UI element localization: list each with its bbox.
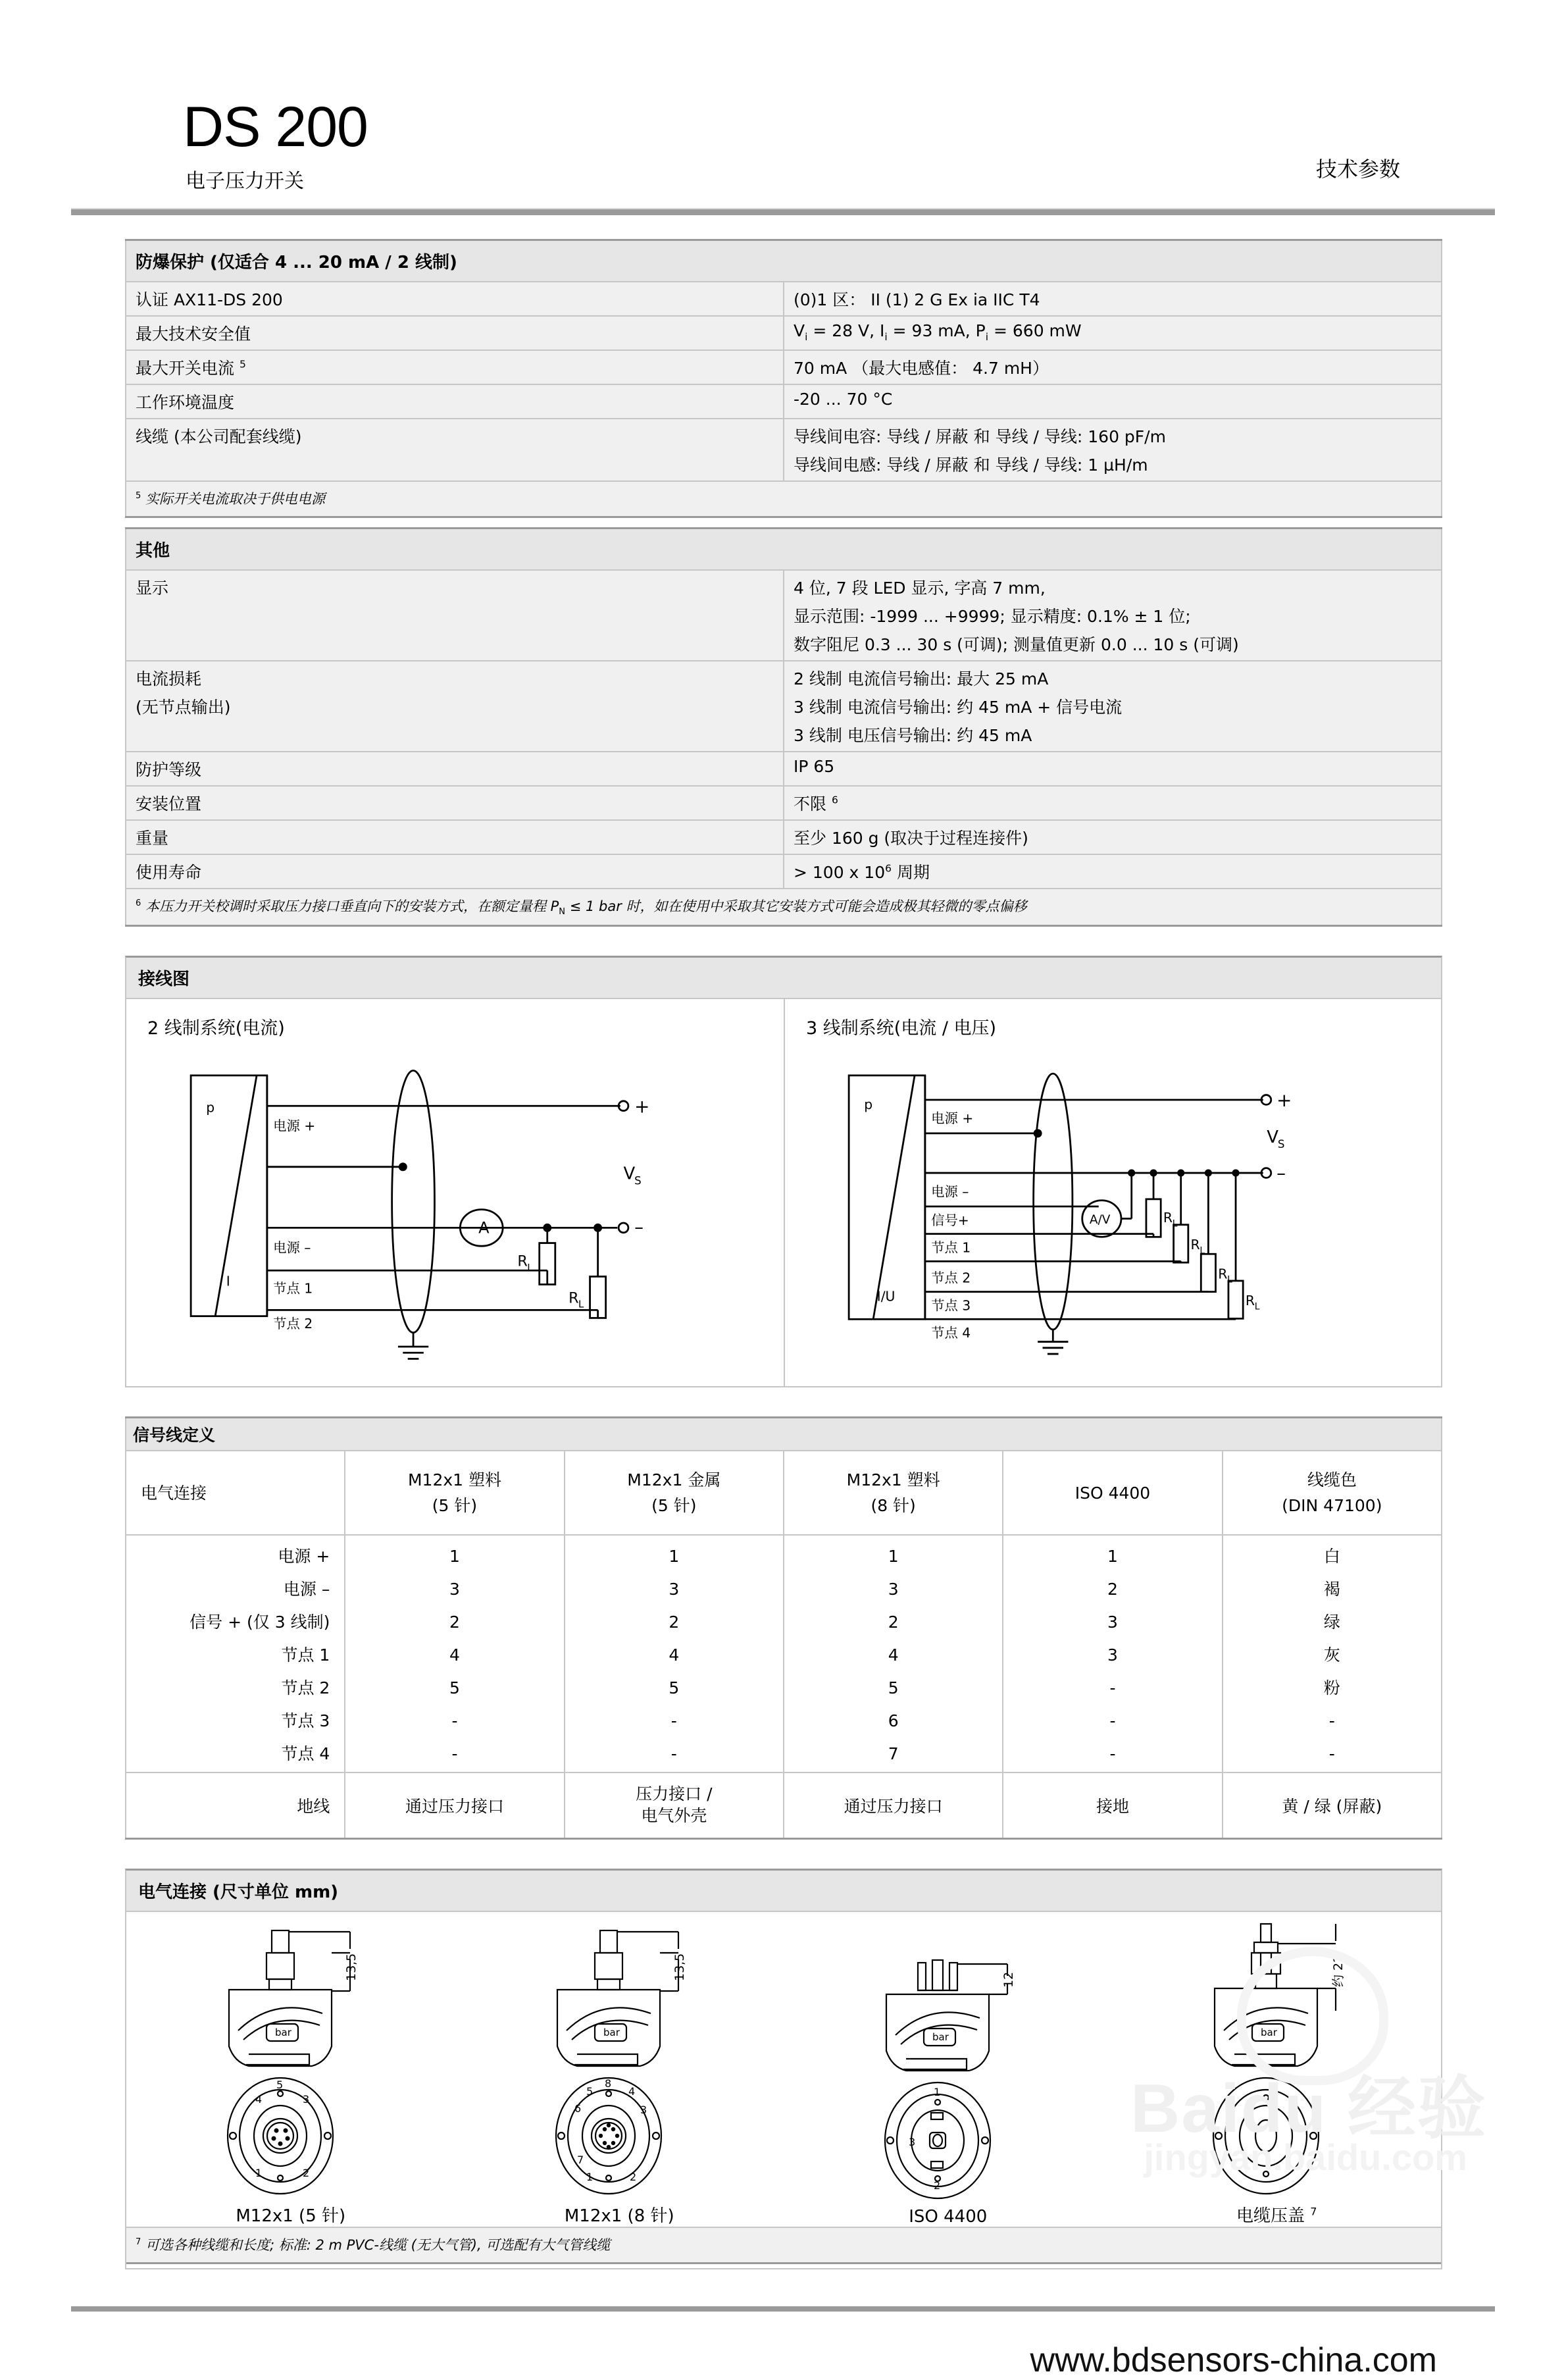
table-section-header xyxy=(126,1418,1442,1451)
column-header-line: ISO 4400 xyxy=(1074,1483,1151,1503)
row-label: 电源 + xyxy=(278,1547,330,1566)
dimension-label: 约 22 xyxy=(1331,1954,1346,1987)
row-value: $V_i = 28$ V, $I_i = 93$ mA, $P_i = 660$ mW xyxy=(784,316,1442,350)
table-cell: - xyxy=(1328,1711,1335,1731)
column-header-line: M12x1 塑料 xyxy=(846,1470,940,1490)
page-subtitle: 电子压力开关 xyxy=(186,170,304,193)
value-line: 导线间电感: 导线 / 屏蔽 和 导线 / 导线: 1 µH/m xyxy=(794,455,1148,475)
block-top-label: p xyxy=(864,1097,873,1113)
row-value: > 100 x $10^6$ 周期 xyxy=(784,854,1442,889)
column-header-electrical-connection: 电气连接 xyxy=(126,1451,345,1535)
table-row xyxy=(126,570,1442,661)
table-cell: 1 xyxy=(669,1547,680,1566)
table-cell: 粉 xyxy=(1323,1678,1340,1698)
pin-number: 1 xyxy=(933,2085,940,2098)
ammeter-label: A xyxy=(478,1218,490,1237)
column-header xyxy=(1223,1451,1442,1535)
row-label: 信号 + (仅 3 线制) xyxy=(189,1613,330,1632)
elec-conn-section-title xyxy=(126,1871,1441,1912)
table-cell: 褐 xyxy=(1323,1580,1340,1599)
pin-number: 3 xyxy=(302,2092,309,2106)
table-row xyxy=(126,350,1442,384)
pin-number: 6 xyxy=(574,2102,582,2115)
value-line: 2 线制 电流信号输出: 最大 25 mA xyxy=(794,669,1049,688)
row-label: 安装位置 xyxy=(126,786,784,820)
pin-number: 4 xyxy=(255,2092,262,2106)
table-row xyxy=(126,661,1442,752)
pin-number: 1 xyxy=(586,2170,594,2183)
table-cell: 灰 xyxy=(1323,1645,1340,1665)
ground-cell: 压力接口 / 电气外壳 xyxy=(565,1772,784,1838)
table-cell: 1 xyxy=(888,1547,899,1566)
row-label: 显示 xyxy=(126,570,784,661)
table-section-header xyxy=(126,529,1442,571)
row-value: 70 mA （最大电感值： 4.7 mH） xyxy=(784,350,1442,384)
other-table xyxy=(125,527,1442,927)
page-header xyxy=(0,0,1566,215)
signal-definition-block xyxy=(125,1416,1442,1840)
signal-section-title: 信号线定义 xyxy=(126,1418,1442,1451)
column-header-line: (5 针) xyxy=(432,1495,478,1515)
svg-text:S: S xyxy=(634,1174,642,1187)
table-cell: - xyxy=(670,1744,677,1764)
wiring-panel xyxy=(125,956,1442,1387)
pin-number: 4 xyxy=(628,2084,636,2098)
three-wire-title: 3 线制系统(电流 / 电压) xyxy=(806,1018,997,1039)
row-label: 节点 1 xyxy=(281,1645,330,1665)
pin-number: 7 xyxy=(577,2153,584,2166)
pin-number: 2 xyxy=(630,2170,637,2183)
elec-conn-item xyxy=(794,1923,1103,2227)
terminal-label: 节点 2 xyxy=(273,1316,313,1332)
other-footnote: $^6$ 本压力开关校调时采取压力接口垂直向下的安装方式，在额定量程 $P_N \le 1$ bar 时，如在使用中采取其它安装方式可能会造成极其轻微的零点偏移 xyxy=(126,889,1442,926)
table-row xyxy=(126,419,1442,481)
table-cell: 3 xyxy=(449,1580,460,1599)
ex-protection-table xyxy=(125,239,1442,518)
row-label: 重量 xyxy=(126,820,784,854)
label-line: 电流损耗 xyxy=(136,669,202,688)
elec-conn-item xyxy=(136,1919,445,2227)
resistor-label: R xyxy=(1218,1266,1228,1282)
svg-text:L: L xyxy=(1227,1274,1232,1285)
other-section-title: 其他 xyxy=(126,529,1442,571)
table-cell: - xyxy=(1109,1678,1116,1698)
minus-terminal-label: – xyxy=(634,1216,644,1238)
svg-text:S: S xyxy=(1277,1138,1285,1151)
row-label xyxy=(126,661,784,752)
row-label: 最大开关电流 $^5$ xyxy=(126,350,784,384)
ex-footnote: $^5$ 实际开关电流取决于供电电源 xyxy=(126,481,1442,517)
terminal-label: 信号+ xyxy=(931,1212,969,1228)
block-top-label: p xyxy=(206,1099,215,1116)
terminal-label: 电源 – xyxy=(273,1239,311,1256)
table-cell: 2 xyxy=(449,1613,460,1632)
table-row xyxy=(126,282,1442,316)
badge-label: bar xyxy=(274,2026,291,2038)
table-section-header xyxy=(126,240,1442,282)
row-label: 最大技术安全值 xyxy=(126,316,784,350)
column-header xyxy=(784,1451,1003,1535)
value-line: 3 线制 电压信号输出: 约 45 mA xyxy=(794,726,1032,745)
table-row xyxy=(126,752,1442,786)
row-value: (0)1 区： II (1) 2 G Ex ia IIC T4 xyxy=(784,282,1442,316)
table-cell: 3 xyxy=(1107,1645,1118,1665)
row-label-stack xyxy=(126,1535,345,1772)
svg-text:L: L xyxy=(527,1262,533,1274)
badge-label: bar xyxy=(932,2031,949,2043)
supply-voltage-label: V xyxy=(623,1164,636,1184)
terminal-label: 节点 3 xyxy=(931,1297,971,1314)
column-header-line: (8 针) xyxy=(871,1495,916,1515)
plus-terminal-label: + xyxy=(634,1095,650,1118)
table-cell: 2 xyxy=(888,1613,899,1632)
block-bottom-label: I/U xyxy=(876,1288,896,1305)
device-drawing-m12-5pin xyxy=(192,1919,390,2195)
table-cell: 7 xyxy=(888,1744,899,1764)
value-line: 3 线制 电流信号输出: 约 45 mA + 信号电流 xyxy=(794,698,1123,717)
pin-number: 1 xyxy=(255,2166,262,2179)
label-line: (无节点输出) xyxy=(136,698,231,717)
table-cell: 6 xyxy=(888,1711,899,1731)
value-line: 数字阻尼 0.3 ... 30 s (可调); 测量值更新 0.0 ... 10 s (可调) xyxy=(794,635,1239,654)
watermark-baidu: Baidu 经验 xyxy=(1130,2071,1487,2147)
resistor-label: R xyxy=(568,1289,579,1307)
table-cell: 5 xyxy=(449,1678,460,1698)
value-line: 显示范围: -1999 ... +9999; 显示精度: 0.1% ± 1 位; xyxy=(794,607,1191,626)
table-cell: 4 xyxy=(888,1645,899,1665)
minus-terminal-label: – xyxy=(1276,1162,1286,1184)
svg-text:L: L xyxy=(578,1299,584,1310)
column-header-line: M12x1 塑料 xyxy=(407,1470,501,1490)
other-block xyxy=(125,527,1442,927)
row-label: 电源 – xyxy=(283,1580,330,1599)
three-wire-schematic xyxy=(799,1042,1434,1371)
terminal-label: 节点 1 xyxy=(273,1280,313,1297)
row-label: 节点 3 xyxy=(281,1711,330,1731)
dimension-label: 13,5 xyxy=(343,1953,359,1981)
pin-number: 8 xyxy=(605,2077,612,2090)
badge-label: bar xyxy=(1261,2026,1278,2038)
three-wire-diagram xyxy=(784,999,1441,1386)
row-value: 不限 $^6$ xyxy=(784,786,1442,820)
column-header xyxy=(565,1451,784,1535)
pin-number: 5 xyxy=(586,2084,594,2098)
signal-definition-table xyxy=(125,1416,1442,1840)
device-drawing-m12-8pin xyxy=(520,1919,718,2195)
column-header xyxy=(1003,1451,1222,1535)
elec-conn-caption: M12x1 (5 针) xyxy=(236,2206,346,2226)
table-row xyxy=(126,384,1442,419)
row-label: 节点 2 xyxy=(281,1678,330,1698)
two-wire-title: 2 线制系统(电流) xyxy=(147,1018,285,1039)
block-bottom-label: I xyxy=(226,1273,230,1289)
table-row xyxy=(126,786,1442,820)
table-row xyxy=(126,820,1442,854)
ground-row xyxy=(126,1772,1442,1838)
table-cell: - xyxy=(451,1744,458,1764)
table-cell: - xyxy=(670,1711,677,1731)
cell-stack-col4 xyxy=(1003,1535,1222,1772)
plus-terminal-label: + xyxy=(1276,1089,1292,1112)
column-header xyxy=(345,1451,564,1535)
device-drawing-iso4400 xyxy=(849,1923,1047,2200)
table-header-row xyxy=(126,1451,1442,1535)
terminal-label: 电源 + xyxy=(931,1110,974,1127)
ex-protection-block xyxy=(125,239,1442,518)
row-label: 防护等级 xyxy=(126,752,784,786)
table-cell: 4 xyxy=(449,1645,460,1665)
row-label: 线缆 (本公司配套线缆) xyxy=(126,419,784,481)
table-footnote-row xyxy=(126,481,1442,517)
table-footnote-row xyxy=(126,2227,1441,2264)
column-header-line: 线缆色 xyxy=(1307,1470,1357,1490)
row-label: 工作环境温度 xyxy=(126,384,784,419)
table-cell: - xyxy=(1109,1711,1116,1731)
page-title: DS 200 xyxy=(183,95,368,159)
ground-cell: 通过压力接口 xyxy=(784,1772,1003,1838)
resistor-label: R xyxy=(517,1253,528,1270)
row-value xyxy=(784,661,1442,752)
resistor-label: R xyxy=(1190,1237,1200,1253)
pin-number: 3 xyxy=(640,2103,647,2116)
wiring-section-title: 接线图 xyxy=(126,958,1441,999)
pin-number: 2 xyxy=(302,2166,309,2179)
table-cell: - xyxy=(451,1711,458,1731)
ground-cell: 通过压力接口 xyxy=(345,1772,564,1838)
cell-stack-col5 xyxy=(1223,1535,1442,1772)
table-cell: - xyxy=(1109,1744,1116,1764)
table-cell: 5 xyxy=(888,1678,899,1698)
column-header-line: (5 针) xyxy=(651,1495,697,1515)
dimension-label: 13,5 xyxy=(672,1953,688,1981)
table-cell: 白 xyxy=(1323,1547,1340,1566)
row-value: 至少 160 g (取决于过程连接件) xyxy=(784,820,1442,854)
table-cell: 2 xyxy=(1107,1580,1118,1599)
pin-number: 2 xyxy=(933,2179,940,2192)
row-value xyxy=(784,419,1442,481)
electrical-connection-panel xyxy=(125,1869,1442,2269)
cell-stack-col2 xyxy=(565,1535,784,1772)
table-row xyxy=(126,316,1442,350)
terminal-label: 节点 4 xyxy=(931,1325,971,1341)
elec-conn-item xyxy=(465,1919,774,2227)
table-cell: - xyxy=(1328,1744,1335,1764)
ground-cell: 黄 / 绿 (屏蔽) xyxy=(1223,1772,1442,1838)
column-header-line: (DIN 47100) xyxy=(1282,1495,1382,1515)
row-label: 使用寿命 xyxy=(126,854,784,889)
dimension-label: 12 xyxy=(1001,1971,1016,1988)
table-cell: 绿 xyxy=(1323,1613,1340,1632)
header-right-label: 技术参数 xyxy=(1315,157,1400,182)
elec-conn-footnote: $^7$ 可选各种线缆和长度; 标准: 2 m PVC-线缆 (无大气管), 可选配有大气管线缆 xyxy=(126,2227,1441,2264)
cell-stack-col3 xyxy=(784,1535,1003,1772)
table-cell: 1 xyxy=(1107,1547,1118,1566)
resistor-label: R xyxy=(1163,1210,1173,1226)
value-line: 4 位, 7 段 LED 显示, 字高 7 mm, xyxy=(794,579,1046,598)
footer-url: www.bdsensors-china.com xyxy=(1030,2341,1437,2379)
ground-cell: 接地 xyxy=(1003,1772,1222,1838)
two-wire-diagram xyxy=(126,999,784,1386)
elec-conn-caption: 电缆压盖 $^7$ xyxy=(1236,2205,1317,2226)
pin-number: 3 xyxy=(908,2135,915,2148)
row-label: 认证 AX11-DS 200 xyxy=(126,282,784,316)
elec-conn-caption: ISO 4400 xyxy=(909,2206,988,2227)
terminal-label: 电源 + xyxy=(273,1118,316,1134)
table-row xyxy=(126,854,1442,889)
column-header-line: M12x1 金属 xyxy=(627,1470,721,1490)
table-cell: 1 xyxy=(449,1547,460,1566)
row-value: IP 65 xyxy=(784,752,1442,786)
watermark-jingyan: jingyan.baidu.com xyxy=(1144,2136,1467,2178)
table-cell: 3 xyxy=(669,1580,680,1599)
table-cell: 5 xyxy=(669,1678,680,1698)
elec-conn-title-text: 电气连接 (尺寸单位 mm) xyxy=(138,1882,339,1902)
table-footnote-row xyxy=(126,889,1442,926)
row-label: 节点 4 xyxy=(281,1744,330,1764)
table-cell: 3 xyxy=(1107,1613,1118,1632)
footer-divider xyxy=(71,2306,1495,2312)
row-value: -20 ... 70 °C xyxy=(784,384,1442,419)
two-wire-schematic xyxy=(141,1042,777,1371)
elec-conn-body xyxy=(126,1912,1441,2268)
svg-text:L: L xyxy=(1172,1218,1178,1229)
badge-label: bar xyxy=(603,2026,620,2038)
meter-label: A/V xyxy=(1089,1213,1111,1228)
table-cell: 3 xyxy=(888,1580,899,1599)
table-cell: 2 xyxy=(669,1613,680,1632)
terminal-label: 节点 2 xyxy=(931,1270,971,1286)
cell-stack-col1 xyxy=(345,1535,564,1772)
svg-text:L: L xyxy=(1254,1301,1260,1312)
row-value xyxy=(784,570,1442,661)
table-cell: 4 xyxy=(669,1645,680,1665)
ex-section-title: 防爆保护 (仅适合 4 ... 20 mA / 2 线制) xyxy=(126,240,1442,282)
terminal-label: 电源 – xyxy=(931,1183,969,1200)
value-line: 导线间电容: 导线 / 屏蔽 和 导线 / 导线: 160 pF/m xyxy=(794,427,1166,446)
supply-voltage-label: V xyxy=(1267,1127,1279,1147)
terminal-label: 节点 1 xyxy=(931,1239,971,1256)
svg-text:L: L xyxy=(1200,1245,1205,1256)
resistor-label: R xyxy=(1245,1293,1255,1309)
elec-conn-caption: M12x1 (8 针) xyxy=(564,2206,674,2226)
elec-conn-item xyxy=(1122,1919,1431,2227)
device-drawing-cable-gland xyxy=(1178,1919,1375,2195)
ground-row-label: 地线 xyxy=(126,1772,345,1838)
header-divider xyxy=(71,208,1495,215)
pin-number: 5 xyxy=(276,2078,283,2091)
